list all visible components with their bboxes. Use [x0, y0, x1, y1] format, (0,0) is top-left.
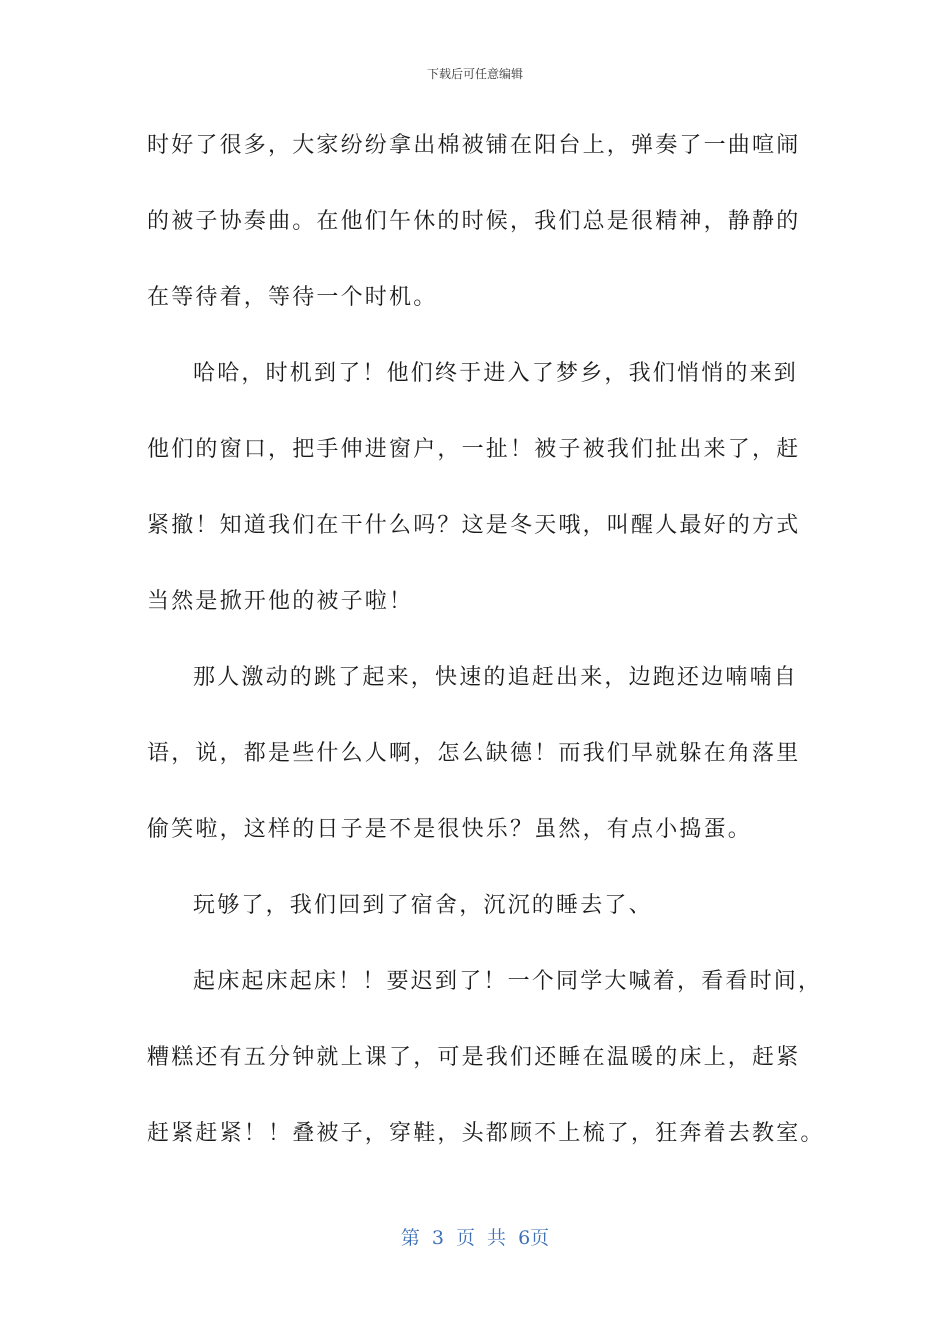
- text-line: 当然是掀开他的被子啦！: [147, 589, 414, 614]
- paragraph-start-line: 玩够了，我们回到了宿舍，沉沉的睡去了、: [193, 893, 653, 918]
- text-line: 在等待着，等待一个时机。: [147, 285, 438, 310]
- text-line: 偷笑啦，这样的日子是不是很快乐？虽然，有点小捣蛋。: [147, 817, 753, 842]
- text-line: 赶紧赶紧！！叠被子，穿鞋，头都顾不上梳了，狂奔着去教室。: [147, 1121, 825, 1146]
- text-line: 紧撤！知道我们在干什么吗？这是冬天哦，叫醒人最好的方式: [147, 513, 801, 538]
- document-body: [147, 120, 825, 1184]
- text-line: 的被子协奏曲。在他们午休的时候，我们总是很精神，静静的: [147, 209, 801, 234]
- paragraph-start-line: 起床起床起床！！要迟到了！一个同学大喊着，看看时间，: [193, 969, 823, 994]
- paragraph-start-line: 那人激动的跳了起来，快速的追赶出来，边跑还边喃喃自: [193, 665, 799, 690]
- text-line: 语，说，都是些什么人啊，怎么缺德！而我们早就躲在角落里: [147, 741, 801, 766]
- paragraph-start-line: 哈哈，时机到了！他们终于进入了梦乡，我们悄悄的来到: [193, 361, 799, 386]
- page-number-footer: 第 3 页 共 6页: [400, 1227, 550, 1249]
- text-line: 他们的窗口，把手伸进窗户，一扯！被子被我们扯出来了，赶: [147, 437, 801, 462]
- text-line: 糟糕还有五分钟就上课了，可是我们还睡在温暖的床上，赶紧: [147, 1045, 801, 1070]
- page-header: 下载后可任意编辑: [426, 67, 523, 81]
- text-line: 时好了很多，大家纷纷拿出棉被铺在阳台上，弹奏了一曲喧闹: [147, 133, 801, 158]
